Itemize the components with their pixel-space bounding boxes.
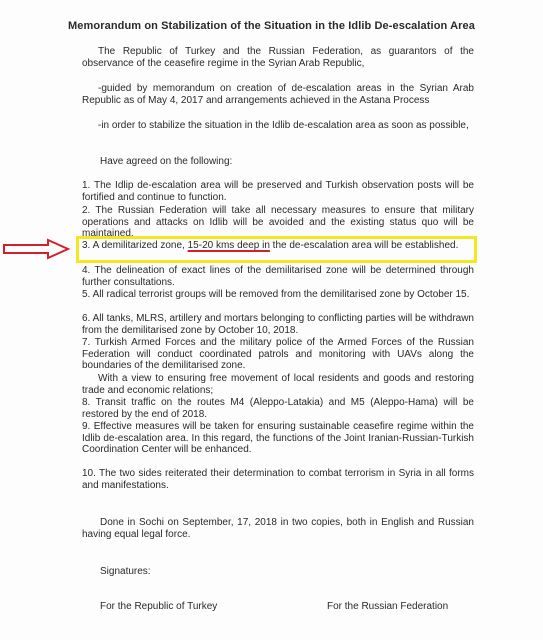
closing-statement: Done in Sochi on September, 17, 2018 in two copies, both in English and Russian having equal legal force. xyxy=(82,517,474,540)
item-4: 4. The delineation of exact lines of the demilitarised zone will be determined through further consultations. xyxy=(82,265,474,288)
item-9: 9. Effective measures will be taken for ensuring sustainable ceasefire regime within the Idlib de-escalation area. In this regard, the functions of the Joint Iranian-Russian-Turkish Coordination Center will be enhanced. xyxy=(82,421,474,455)
item-7: 7. Turkish Armed Forces and the military police of the Armed Forces of the Russian Federation will conduct coordinated patrols and monitoring with UAVs along the boundaries of the demilitarised zone. xyxy=(82,337,474,371)
item-7-continuation: With a view to ensuring free movement of local residents and goods and restoring trade and economic relations; xyxy=(82,373,474,396)
item-3-after: the de-escalation area will be established. xyxy=(269,240,459,251)
item-3-before: 3. A demilitarized zone, xyxy=(82,240,188,251)
signatory-russia: For the Russian Federation xyxy=(327,601,449,612)
preamble-in-order-to: -in order to stabilize the situation in the Idlib de-escalation area as soon as possible, xyxy=(98,120,469,131)
item-10: 10. The two sides reiterated their determination to combat terrorism in Syria in all forms and manifestations. xyxy=(82,468,474,491)
item-1: 1. The Idlip de-escalation area will be preserved and Turkish observation posts will be fortified and continue to function. xyxy=(82,180,474,203)
signatures-label: Signatures: xyxy=(100,566,151,577)
item-2: 2. The Russian Federation will take all necessary measures to ensure that military operations and attacks on Idlib will be avoided and the existing status quo will be maintained. xyxy=(82,205,474,239)
item-5: 5. All radical terrorist groups will be removed from the demilitarised zone by October 15. xyxy=(82,289,470,300)
item-3 xyxy=(82,240,474,252)
item-3-highlight: 15-20 kms deep in xyxy=(187,240,270,251)
signatory-turkey: For the Republic of Turkey xyxy=(100,601,218,612)
item-6: 6. All tanks, MLRS, artillery and mortars belonging to conflicting parties will be withdrawn from the demilitarised zone by October 10, 2018. xyxy=(82,313,474,336)
red-arrow-icon xyxy=(2,238,72,260)
preamble-parties: The Republic of Turkey and the Russian Federation, as guarantors of the observance of the ceasefire regime in the Syrian Arab Republic, xyxy=(82,46,474,69)
preamble-guided-by: -guided by memorandum on creation of de-escalation areas in the Syrian Arab Republic as of May 4, 2017 and arrangements achieved in the Astana Process xyxy=(82,83,474,106)
preamble-agreed: Have agreed on the following: xyxy=(100,156,233,167)
document-title: Memorandum on Stabilization of the Situation in the Idlib De-escalation Area xyxy=(68,20,475,32)
item-8: 8. Transit traffic on the routes M4 (Aleppo-Latakia) and M5 (Aleppo-Hama) will be restored by the end of 2018. xyxy=(82,397,474,420)
